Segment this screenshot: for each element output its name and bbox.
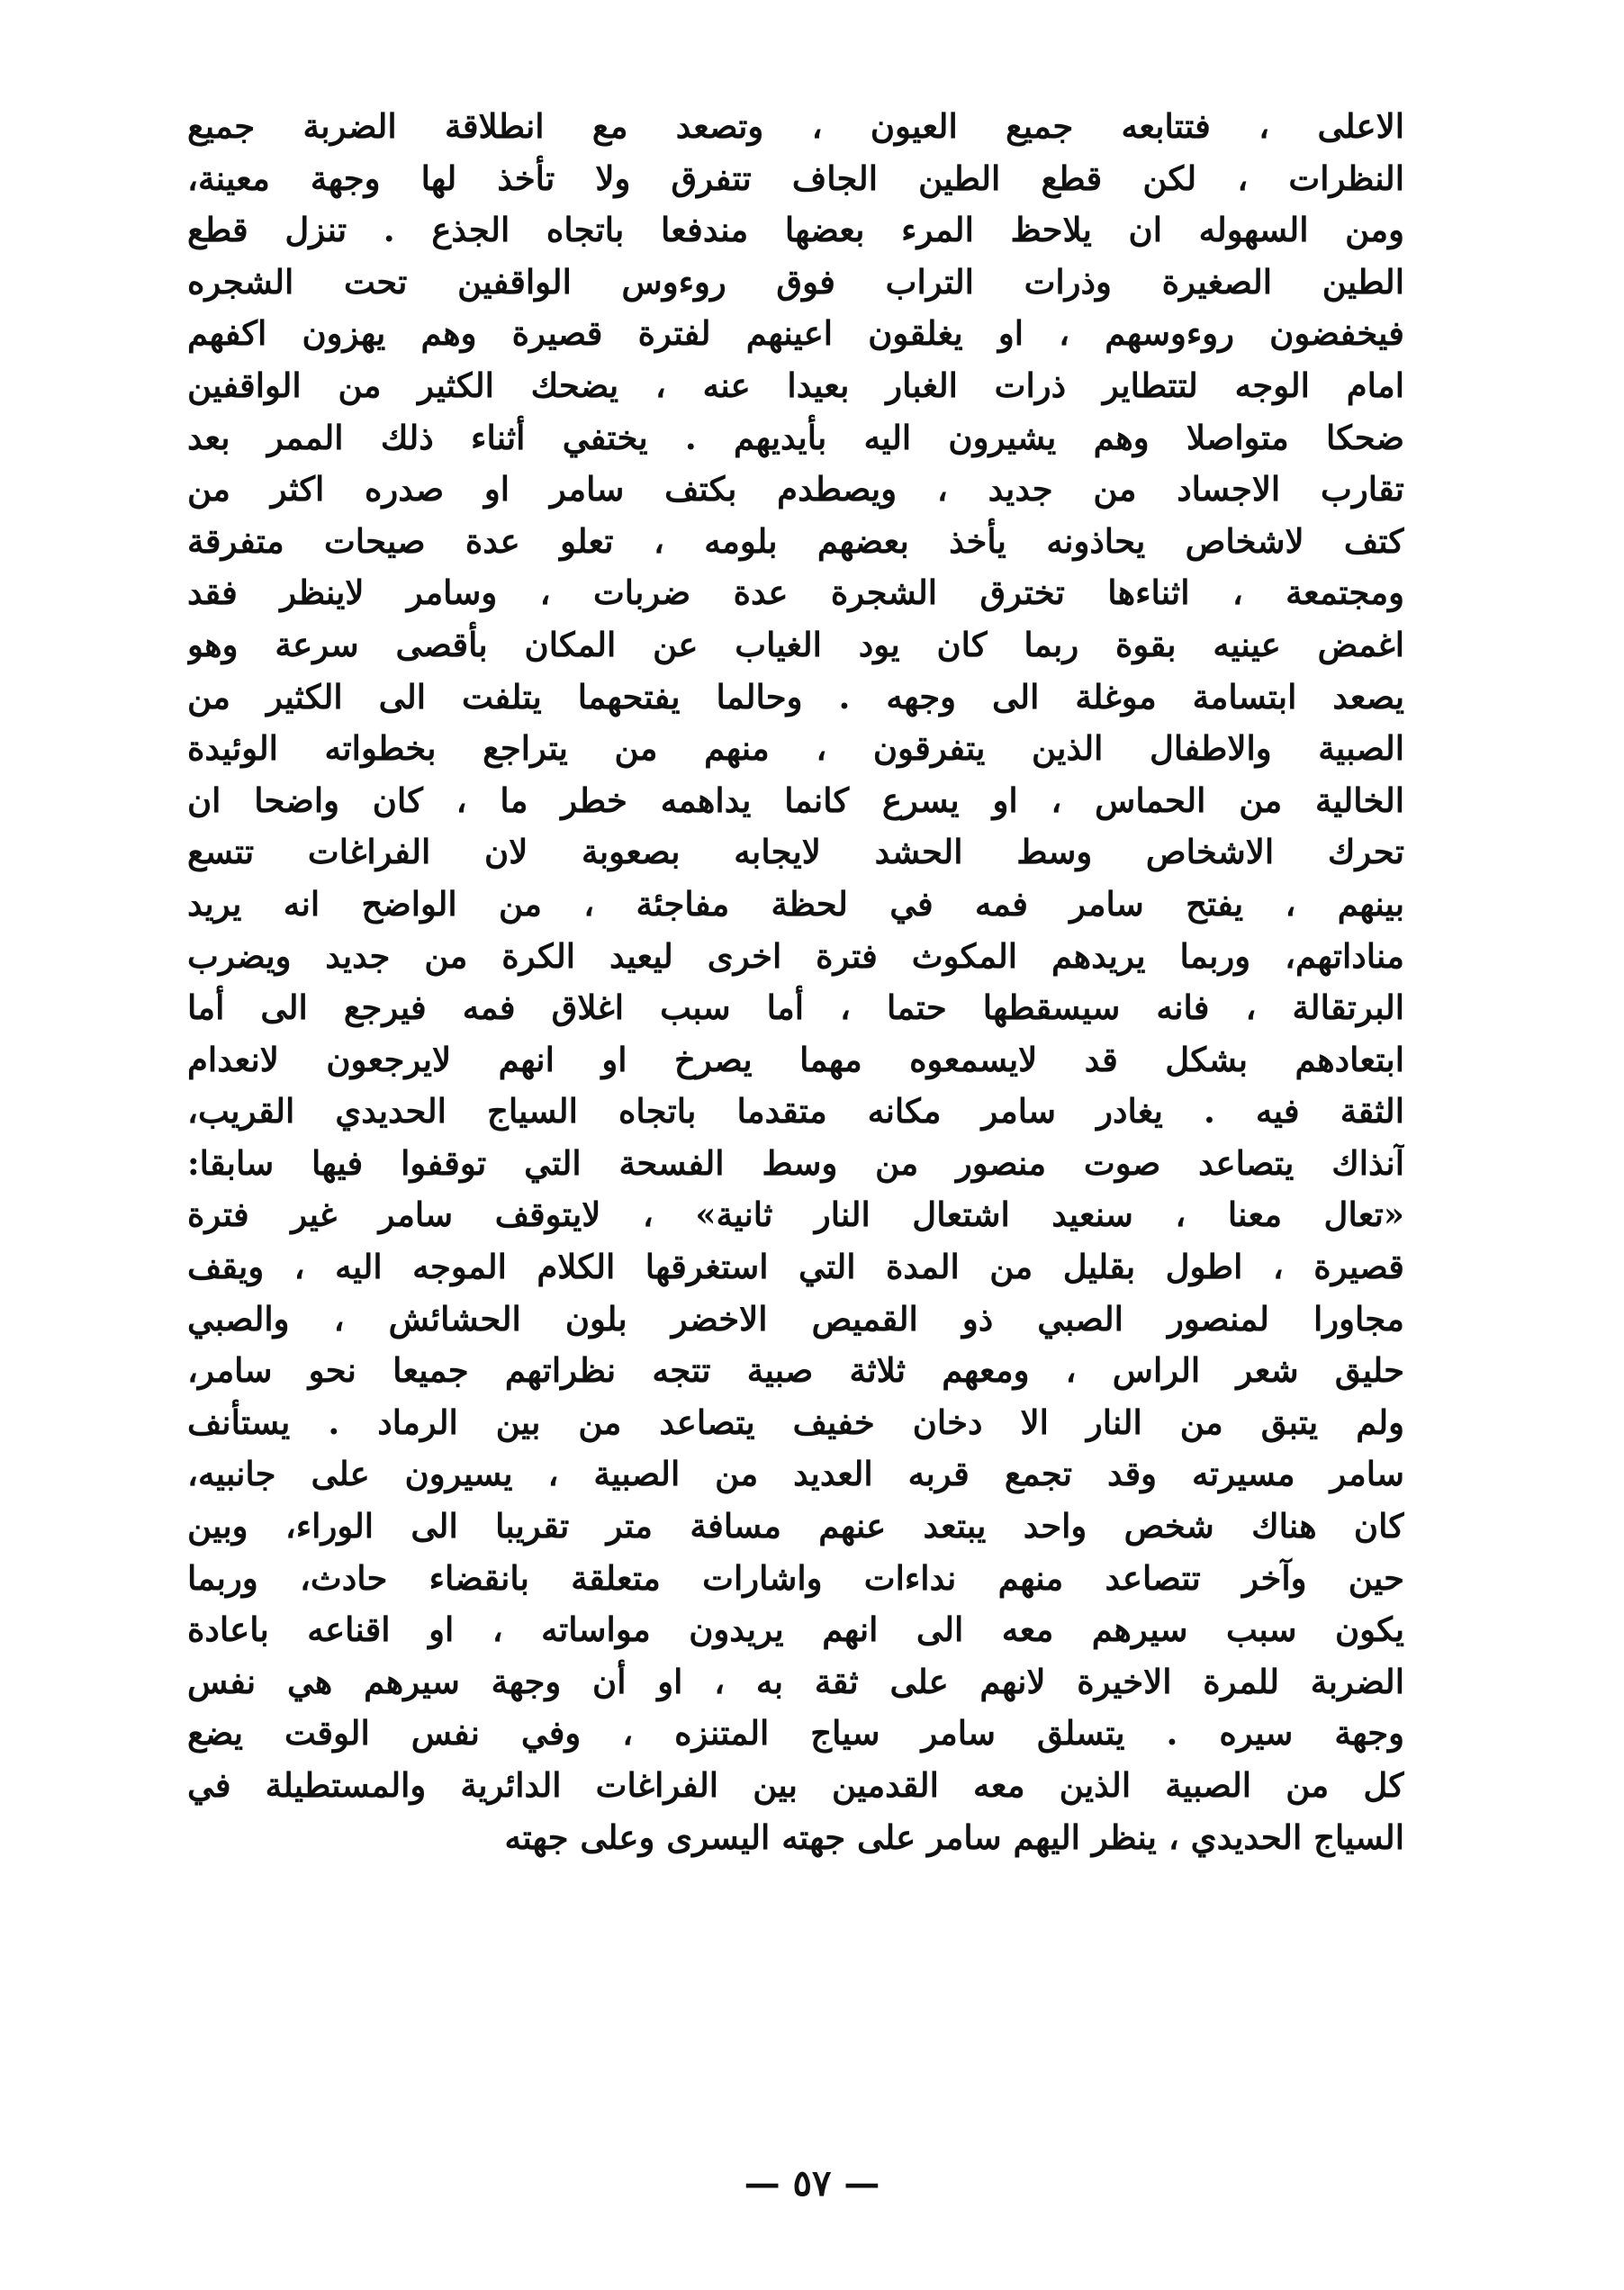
text-line: تحرك الاشخاص وسط الحشد لايجابه بصعوبة لان الفراغات تتسع [187, 832, 1404, 872]
text-line: النظرات ، لكن قطع الطين الجاف تتفرق ولا تأخذ لها وجهة معينة، [187, 158, 1404, 198]
text-line: ومجتمعة ، اثناءها تخترق الشجرة عدة ضربات ، وسامر لاينظر فقد [187, 572, 1404, 613]
text-line: حين وآخر تتصاعد منهم نداءات واشارات متعلقة بانقضاء حادث، وربما [187, 1557, 1404, 1598]
text-line: كان هناك شخص واحد يبتعد عنهم مسافة متر تقريبا الى الوراء، وبين [187, 1506, 1404, 1546]
text-line: حليق شعر الراس ، ومعهم ثلاثة صبية تتجه نظراتهم جميعا نحو سامر، [187, 1350, 1404, 1391]
text-line: وجهة سيره . يتسلق سامر سياج المتنزه ، وفي نفس الوقت يضع [187, 1713, 1404, 1754]
text-line: كل من الصبية الذين معه القدمين بين الفراغات الدائرية والمستطيلة في [187, 1765, 1404, 1805]
text-line: الصبية والاطفال الذين يتفرقون ، منهم من يتراجع بخطواته الوئيدة [187, 728, 1404, 769]
text-line: يكون سبب سيرهم معه الى انهم يريدون مواساته ، او اقناعه باعادة [187, 1609, 1404, 1650]
text-line: يصعد ابتسامة موغلة الى وجهه . وحالما يفتحهما يتلفت الى الكثير من [187, 676, 1404, 717]
text-line: «تعال معنا ، سنعيد اشتعال النار ثانية» ، لايتوقف سامر غير فترة [187, 1195, 1404, 1235]
text-line: الثقة فيه . يغادر سامر مكانه متقدما باتجاه السياج الحديدي القريب، [187, 1091, 1404, 1131]
text-line: تقارب الاجساد من جديد ، ويصطدم بكتف سامر او صدره اكثر من [187, 469, 1404, 509]
text-line: السياج الحديدي ، ينظر اليهم سامر على جهته اليسرى وعلى جهته [504, 1817, 1404, 1857]
text-line: البرتقالة ، فانه سيسقطها حتما ، أما سبب اغلاق فمه فيرجع الى أما [187, 987, 1404, 1028]
page-number: — ٥٧ — [744, 2162, 880, 2204]
text-line: ولم يتبق من النار الا دخان خفيف يتصاعد من بين الرماد . يستأنف [187, 1402, 1404, 1442]
text-line: آنذاك يتصاعد صوت منصور من وسط الفسحة التي توقفوا فيها سابقا: [187, 1142, 1404, 1183]
page-body-text [187, 101, 1404, 1863]
text-line: امام الوجه لتتطاير ذرات الغبار بعيدا عنه ، يضحك الكثير من الواقفين [187, 365, 1404, 405]
text-line: مناداتهم، وربما يريدهم المكوث فترة اخرى ليعيد الكرة من جديد ويضرب [187, 935, 1404, 976]
text-line: الخالية من الحماس ، او يسرع كانما يداهمه خطر ما ، كان واضحا ان [187, 780, 1404, 820]
text-line: قصيرة ، اطول بقليل من المدة التي استغرقها الكلام الموجه اليه ، ويقف [187, 1247, 1404, 1287]
text-line: ضحكا متواصلا وهم يشيرون اليه بأيديهم . يختفي أثناء ذلك الممر بعد [187, 417, 1404, 457]
text-line: كتف لاشخاص يحاذونه يأخذ بعضهم بلومه ، تعلو عدة صيحات متفرقة [187, 520, 1404, 561]
text-line: ابتعادهم بشكل قد لايسمعوه مهما يصرخ او انهم لايرجعون لانعدام [187, 1039, 1404, 1079]
text-line: بينهم ، يفتح سامر فمه في لحظة مفاجئة ، من الواضح انه يريد [187, 883, 1404, 924]
text-line: اغمض عينيه بقوة ربما كان يود الغياب عن المكان بأقصى سرعة وهو [187, 624, 1404, 664]
text-line: ومن السهوله ان يلاحظ المرء بعضها مندفعا باتجاه الجذع . تنزل قطع [187, 210, 1404, 250]
text-line: سامر مسيرته وقد تجمع قربه العديد من الصبية ، يسيرون على جانبيه، [187, 1454, 1404, 1494]
text-line: مجاورا لمنصور الصبي ذو القميص الاخضر بلون الحشائش ، والصبي [187, 1298, 1404, 1339]
text-line: فيخفضون روءوسهم ، او يغلقون اعينهم لفترة قصيرة وهم يهزون اكفهم [187, 313, 1404, 354]
text-line: الاعلى ، فتتابعه جميع العيون ، وتصعد مع انطلاقة الضربة جميع [187, 106, 1404, 146]
text-line: الضربة للمرة الاخيرة لانهم على ثقة به ، او أن وجهة سيرهم هي نفس [187, 1661, 1404, 1701]
text-line: الطين الصغيرة وذرات التراب فوق روءوس الواقفين تحت الشجره [187, 261, 1404, 302]
